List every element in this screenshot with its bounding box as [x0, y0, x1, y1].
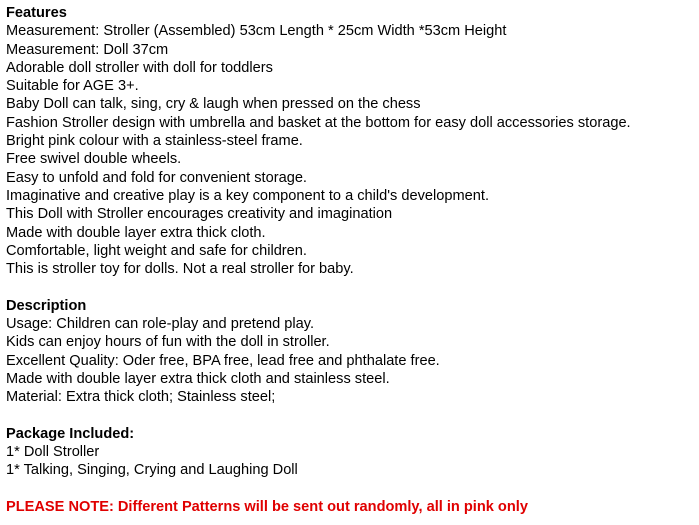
- description-line: Made with double layer extra thick cloth and stainless steel.: [6, 370, 390, 387]
- section-spacer: [6, 407, 696, 425]
- package-section: [6, 425, 696, 480]
- feature-line: Made with double layer extra thick cloth.: [6, 224, 266, 241]
- package-heading: Package Included:: [6, 425, 135, 442]
- feature-line: Measurement: Stroller (Assembled) 53cm Length * 25cm Width *53cm Height: [6, 23, 507, 40]
- package-line: 1* Doll Stroller: [6, 444, 100, 461]
- description-heading: Description: [6, 297, 87, 314]
- feature-line: This Doll with Stroller encourages creativity and imagination: [6, 206, 393, 223]
- section-spacer: [6, 278, 696, 296]
- feature-line: Fashion Stroller design with umbrella and basket at the bottom for easy doll accessories storage.: [6, 114, 631, 131]
- features-heading: Features: [6, 5, 67, 21]
- feature-line: Measurement: Doll 37cm: [6, 41, 169, 58]
- feature-line: Suitable for AGE 3+.: [6, 78, 139, 95]
- features-section: [6, 4, 696, 278]
- description-section: [6, 297, 696, 407]
- feature-line: Comfortable, light weight and safe for children.: [6, 242, 307, 259]
- product-description-document: [6, 4, 696, 516]
- section-spacer: [6, 480, 696, 498]
- feature-line: Adorable doll stroller with doll for toddlers: [6, 59, 273, 76]
- description-line: Material: Extra thick cloth; Stainless steel;: [6, 389, 276, 406]
- please-note: PLEASE NOTE: Different Patterns will be sent out randomly, all in pink only: [6, 499, 528, 516]
- feature-line: Free swivel double wheels.: [6, 151, 182, 168]
- feature-line: This is stroller toy for dolls. Not a real stroller for baby.: [6, 261, 354, 278]
- feature-line: Imaginative and creative play is a key component to a child's development.: [6, 187, 490, 204]
- feature-line: Easy to unfold and fold for convenient storage.: [6, 169, 307, 186]
- description-line: Usage: Children can role-play and pretend play.: [6, 316, 315, 333]
- feature-line: Bright pink colour with a stainless-steel frame.: [6, 133, 303, 150]
- feature-line: Baby Doll can talk, sing, cry & laugh when pressed on the chess: [6, 96, 421, 113]
- description-line: Kids can enjoy hours of fun with the doll in stroller.: [6, 334, 330, 351]
- package-line: 1* Talking, Singing, Crying and Laughing Doll: [6, 462, 298, 479]
- description-line: Excellent Quality: Oder free, BPA free, lead free and phthalate free.: [6, 352, 440, 369]
